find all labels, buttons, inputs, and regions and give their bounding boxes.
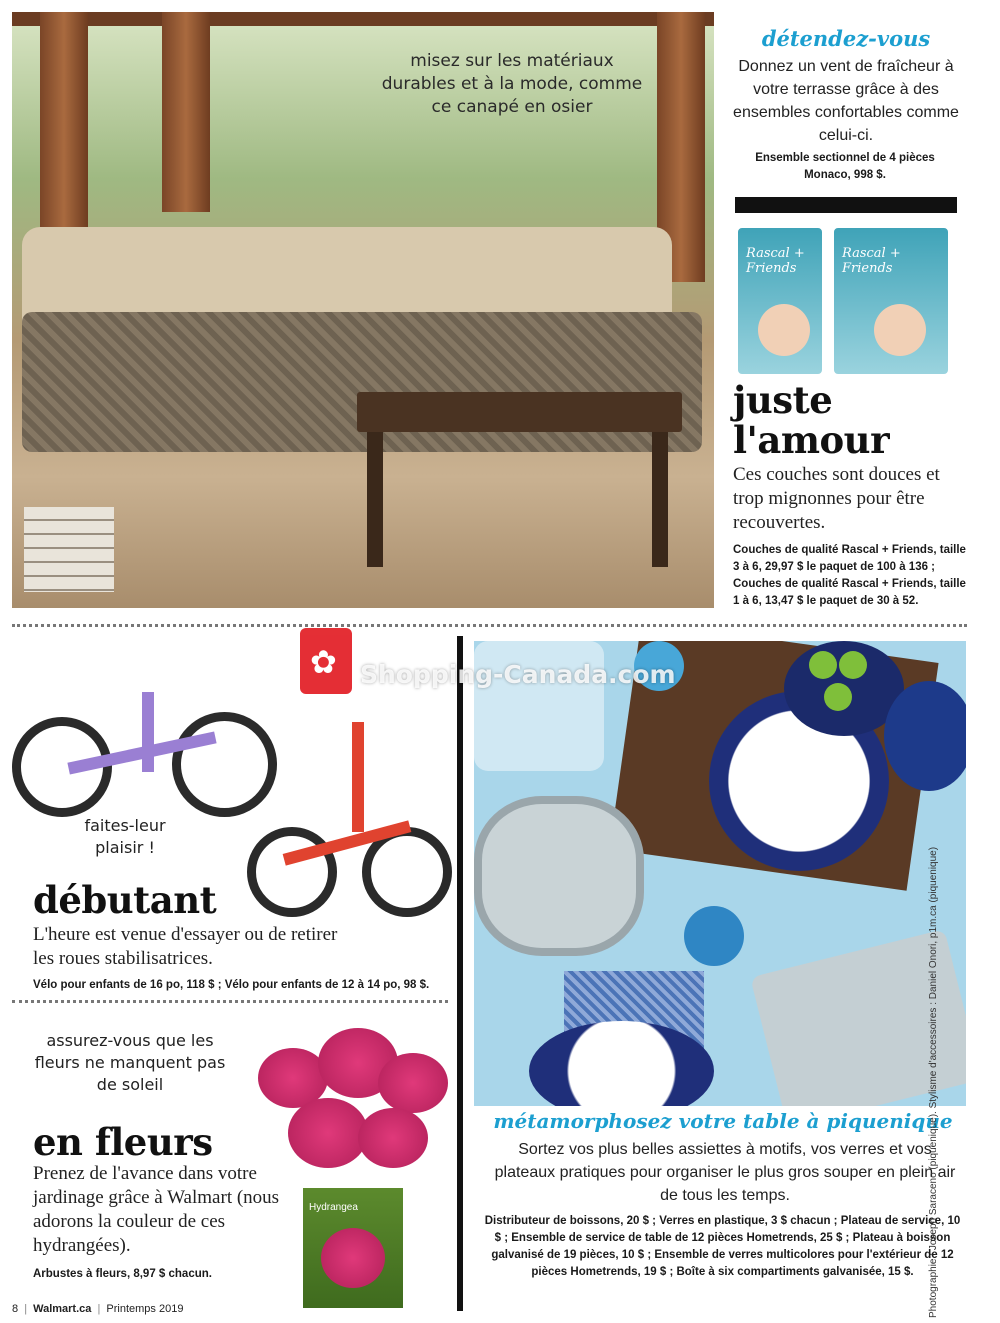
picnic-price: Distributeur de boissons, 20 $ ; Verres en plastique, 3 $ chacun ; Plateau de service, 10 $ ; Ensemble de service de table de 12 pièces Hometrends, 25 $ ; Plateau à boisson galvanisé de 19 pièces, 10 $ ; Ensemble de verres multicolores pour l'extérieur de 12 pièces Hometrends, 19 $ ; Boîte à six compartiments galvanisée, 15 $. <box>484 1215 961 1278</box>
diapers-title-line2: l'amour <box>733 418 890 462</box>
bikes-body: L'heure est venue d'essayer ou de retirer les roues stabilisatrices. <box>33 924 338 969</box>
flowers-title: en fleurs <box>33 1120 213 1164</box>
patio-caption: misez sur les matériaux durables et à la mode, comme ce canapé en osier <box>381 51 643 117</box>
flowers-price: Arbustes à fleurs, 8,97 $ chacun. <box>33 1268 212 1280</box>
footer-site: Walmart.ca <box>33 1303 92 1315</box>
diapers-title-line1: juste <box>733 378 833 422</box>
relax-body: Donnez un vent de fraîcheur à votre terrasse grâce à des ensembles confortables comme celui-ci. <box>733 58 959 144</box>
watermark-bag-icon <box>300 628 352 694</box>
section-divider <box>735 197 957 213</box>
page-footer: 8 | Walmart.ca | Printemps 2019 <box>12 1303 184 1315</box>
diapers-price: Couches de qualité Rascal + Friends, taille 3 à 6, 29,97 $ le paquet de 100 à 136 ; Couches de qualité Rascal + Friends, taille 1 à 6, 13,47 $ le paquet de 30 à 52. <box>733 544 966 607</box>
brand-logo: Rascal + Friends <box>842 246 901 276</box>
bikes-title: débutant <box>33 878 217 922</box>
flowers-caption: assurez-vous que les fleurs ne manquent pas de soleil <box>34 1031 226 1094</box>
bikes-caption: faites-leur plaisir ! <box>84 816 166 857</box>
dotted-divider <box>12 1000 448 1003</box>
relax-price: Ensemble sectionnel de 4 pièces Monaco, 998 $. <box>755 152 935 181</box>
watermark-text: Shopping-Canada.com <box>360 660 676 689</box>
picnic-title: métamorphosez votre table à piquenique <box>493 1109 953 1133</box>
page-number: 8 <box>12 1303 19 1315</box>
footer-issue: Printemps 2019 <box>106 1303 184 1315</box>
bikes-price: Vélo pour enfants de 16 po, 118 $ ; Vélo pour enfants de 12 à 14 po, 98 $. <box>33 979 430 991</box>
photo-credit: Photographie : Joseph Saraceno (piquenique). Stylisme d'accessoires : Daniel Onori, p1m.ca (piquenique) <box>928 846 939 1318</box>
brand-logo: Rascal + Friends <box>746 246 805 276</box>
pot-label: Hydrangea <box>309 1202 358 1213</box>
picnic-body: Sortez vos plus belles assiettes à motifs, vos verres et vos plateaux pratiques pour organiser le plus gros souper en plein air de tous les temps. <box>494 1141 956 1204</box>
picnic-photo <box>474 641 966 1106</box>
patio-photo <box>12 12 714 608</box>
diapers-photo <box>736 226 952 376</box>
maple-leaf-icon: ✿ <box>310 644 337 680</box>
diapers-body: Ces couches sont douces et trop mignonnes pour être recouvertes. <box>733 464 940 533</box>
column-divider <box>457 636 463 1311</box>
flowers-body: Prenez de l'avance dans votre jardinage grâce à Walmart (nous adorons la couleur de ces hydrangées). <box>33 1163 280 1256</box>
relax-title: détendez-vous <box>761 26 931 51</box>
